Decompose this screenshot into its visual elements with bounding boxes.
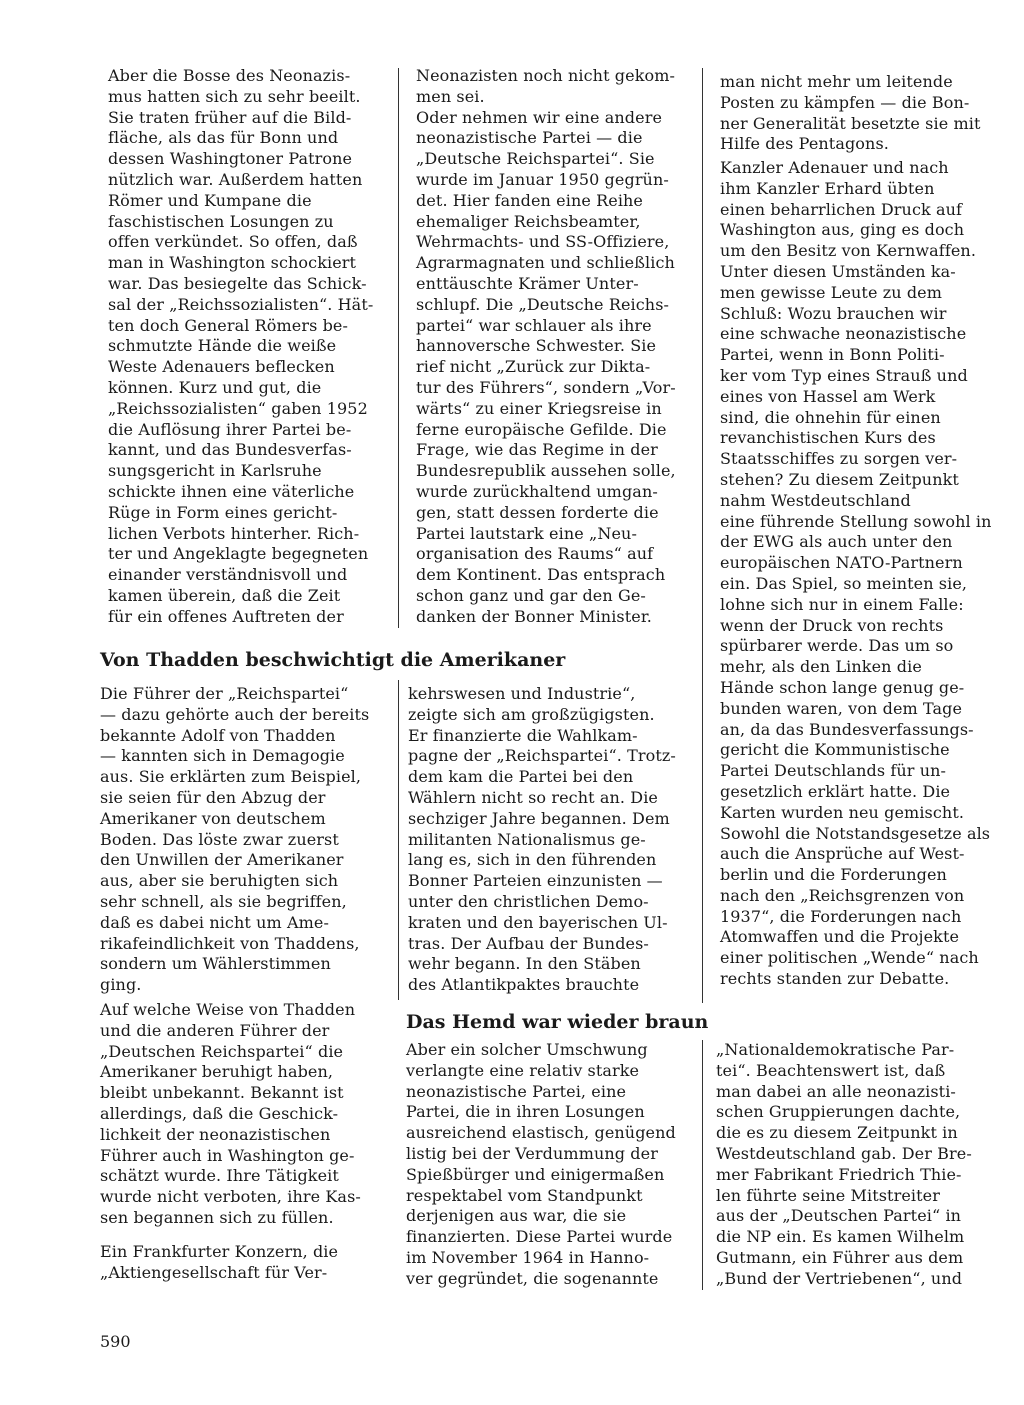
section2-col2-paragraph: Aber ein solcher Umschwung verlangte eine relativ starke neonazistische Partei, eine Partei, die in ihren Losungen ausreichend elastisch, genügend listig bei der Verdummung der Spießbürger und einigermaßen respektabel vom Standpunkt derjenigen aus war, die sie finanzierten. Diese Partei wurde im November 1964 in Hanno- ver gegründet, die sogenannte (406, 1040, 676, 1288)
section-heading-von-thadden: Von Thadden beschwichtigt die Amerikaner (100, 649, 566, 671)
section1-col1-paragraph-1: Die Führer der „Reichspartei“ — dazu gehörte auch der bereits bekannte Adolf von Thadden — kannten sich in Demagogie aus. Sie erklärten zum Beispiel, sie seien für den Abzug der Amerikaner von deutschem Boden. Das löste zwar zuerst den Unwillen der Amerikaner aus, aber sie beruhigten sich sehr schnell, als sie begriffen, daß es dabei nicht um Ame- rikafeindlichkeit von Thaddens, sondern um Wählerstimmen ging. (100, 684, 370, 995)
top-col2-paragraph: Neonazisten noch nicht gekom- men sei. Oder nehmen wir eine andere neonazistische Partei — die „Deutsche Reichspartei“. Sie wurde im Januar 1950 gegrün- det. Hier fanden eine Reihe ehemaliger Reichsbeamter, Wehrmachts- und SS-Offiziere, Agrarmagnaten und schließlich enttäuschte Krämer Unter- schlupf. Die „Deutsche Reichs- partei“ war schlauer als ihre hannoversche Schwester. Sie rief nicht „Zurück zur Dikta- tur des Führers“, sondern „Vor- wärts“ zu einer Kriegsreise in ferne europäische Gefilde. Die Frage, wie das Regime in der Bundesrepublik aussehen solle, wurde zurückhaltend umgan- gen, statt dessen forderte die Partei lautstark eine „Neu- organisation des Raums“ auf dem Kontinent. Das entsprach schon ganz und gar den Ge- danken der Bonner Minister. (416, 66, 676, 626)
top-col1-paragraph: Aber die Bosse des Neonazis- mus hatten sich zu sehr beeilt. Sie traten früher auf die Bild- fläche, als das für Bonn und dessen Washingtoner Patrone nützlich war. Außerdem hatten Römer und Kumpane die faschistischen Losungen zu offen verkündet. So offen, daß man in Washington schockiert war. Das besiegelte das Schick- sal der „Reichssozialisten“. Hät- ten doch General Römers be- schmutzte Hände die weiße Weste Adenauers beflecken können. Kurz und gut, die „Reichssozialisten“ gaben 1952 die Auflösung ihrer Partei be- kannt, und das Bundesverfas- sungsgericht in Karlsruhe schickte ihnen eine väterliche Rüge in Form eines gericht- lichen Verbots hinterher. Rich- ter und Angeklagte begegneten einander verständnisvoll und kamen überein, daß die Zeit für ein offenes Auftreten der (108, 66, 374, 626)
page-number: 590 (100, 1332, 131, 1351)
column-rule-section1 (398, 680, 399, 1000)
column-rule-section2 (702, 1040, 703, 1290)
column-rule-top-1 (398, 68, 399, 628)
section-heading-das-hemd: Das Hemd war wieder braun (406, 1011, 709, 1033)
section1-col2-paragraph: kehrswesen und Industrie“, zeigte sich am großzügigsten. Er finanzierte die Wahlkam- pagne der „Reichspartei“. Trotz- dem kam die Partei bei den Wählern nicht so recht an. Die sechziger Jahre begannen. Dem militanten Nationalismus ge- lang es, sich in den führenden Bonner Parteien einzunisten — unter den christlichen Demo- kraten und den bayerischen Ul- tras. Der Aufbau der Bundes- wehr begann. In den Stäben des Atlantikpaktes brauchte (408, 684, 676, 995)
section2-col3-paragraph: „Nationaldemokratische Par- tei“. Beachtenswert ist, daß man dabei an alle neonazisti- schen Gruppierungen dachte, die es zu diesem Zeitpunkt in Westdeutschland gab. Der Bre- mer Fabrikant Friedrich Thie- len führte seine Mitstreiter aus der „Deutschen Partei“ in die NP ein. Es kamen Wilhelm Gutmann, ein Führer aus dem „Bund der Vertriebenen“, und (716, 1040, 972, 1288)
section1-col1-paragraph-3: Ein Frankfurter Konzern, die „Aktiengesellschaft für Ver- (100, 1242, 339, 1282)
section1-col1-paragraph-2: Auf welche Weise von Thadden und die anderen Führer der „Deutschen Reichspartei“ die Amerikaner beruhigt haben, bleibt unbekannt. Bekannt ist allerdings, daß die Geschick- lichkeit der neonazistischen Führer auch in Washington ge- schätzt wurde. Ihre Tätigkeit wurde nicht verboten, ihre Kas- sen begannen sich zu füllen. (100, 1000, 361, 1227)
top-col3-paragraph-1: man nicht mehr um leitende Posten zu kämpfen — die Bon- ner Generalität besetzte sie mit Hilfe des Pentagons. (720, 72, 981, 154)
top-col3-paragraph-2: Kanzler Adenauer und nach ihm Kanzler Erhard übten einen beharrlichen Druck auf Washington aus, ging es doch um den Besitz von Kernwaffen. Unter diesen Umständen ka- men gewisse Leute zu dem Schluß: Wozu brauchen wir eine schwache neonazistische Partei, wenn in Bonn Politi- ker vom Typ eines Strauß und eines von Hassel am Werk sind, die ohnehin für einen revanchistischen Kurs des Staatsschiffes zu sorgen ver- stehen? Zu diesem Zeitpunkt nahm Westdeutschland eine führende Stellung sowohl in der EWG als auch unter den europäischen NATO-Partnern ein. Das Spiel, so meinten sie, lohne sich nur in einem Falle: wenn der Druck von rechts spürbarer werde. Das um so mehr, als den Linken die Hände schon lange genug ge- bunden waren, von dem Tage an, da das Bundesverfassungs- gericht die Kommunistische Partei Deutschlands für un- gesetzlich erklärt hatte. Die Karten wurden neu gemischt. Sowohl die Notstandsgesetze als auch die Ansprüche auf West- berlin und die Forderungen nach den „Reichsgrenzen von 1937“, die Forderungen nach Atomwaffen und die Projekte einer politischen „Wende“ nach rechts standen zur Debatte. (720, 158, 992, 989)
column-rule-top-2 (702, 68, 703, 1003)
